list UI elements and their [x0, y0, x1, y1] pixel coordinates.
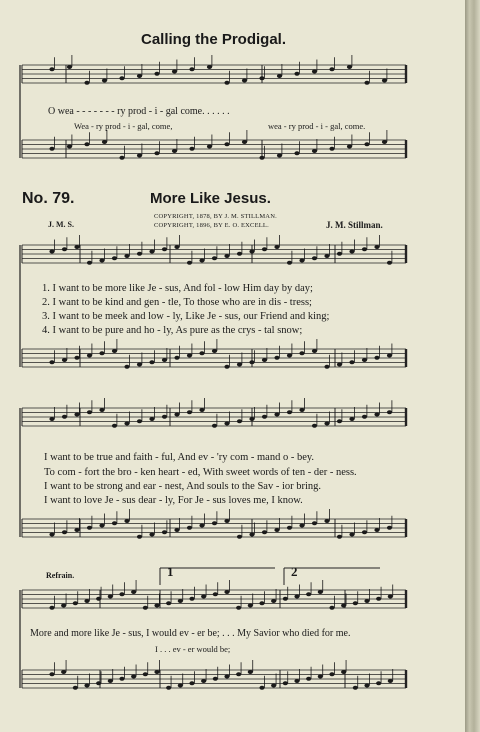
note-head	[337, 363, 342, 367]
note-head	[277, 154, 282, 158]
note-head	[189, 147, 194, 151]
note-head	[374, 356, 379, 360]
note-head	[277, 74, 282, 78]
note-head	[362, 358, 367, 362]
note-head	[137, 74, 142, 78]
note-head	[271, 599, 276, 603]
note-head	[376, 681, 381, 685]
note-head	[349, 360, 354, 364]
note-head	[248, 604, 253, 608]
note-head	[154, 670, 159, 674]
note-head	[119, 156, 124, 160]
note-head	[287, 410, 292, 414]
note-head	[87, 526, 92, 530]
note-head	[112, 349, 117, 353]
note-head	[324, 519, 329, 523]
note-head	[274, 528, 279, 532]
note-head	[73, 686, 78, 690]
note-head	[108, 679, 113, 683]
note-head	[61, 604, 66, 608]
note-head	[312, 349, 317, 353]
note-head	[62, 247, 67, 251]
note-head	[49, 533, 54, 537]
note-head	[99, 351, 104, 355]
note-head	[329, 147, 334, 151]
note-head	[294, 151, 299, 155]
note-head	[262, 358, 267, 362]
note-head	[318, 675, 323, 679]
note-head	[237, 535, 242, 539]
note-head	[149, 533, 154, 537]
note-head	[149, 360, 154, 364]
note-head	[283, 597, 288, 601]
note-head	[212, 349, 217, 353]
note-head	[362, 247, 367, 251]
note-head	[74, 528, 79, 532]
note-head	[212, 521, 217, 525]
song2-title: More Like Jesus.	[150, 190, 271, 207]
note-head	[382, 79, 387, 83]
note-head	[154, 151, 159, 155]
note-head	[189, 67, 194, 71]
note-head	[149, 417, 154, 421]
note-head	[353, 601, 358, 605]
verse-4a: 4. I want to be pure and ho - ly, As pure as the crys - tal snow;	[42, 325, 303, 336]
note-head	[201, 679, 206, 683]
note-head	[387, 410, 392, 414]
note-head	[99, 259, 104, 263]
note-head	[112, 256, 117, 260]
note-head	[236, 606, 241, 610]
note-head	[347, 65, 352, 69]
note-head	[324, 422, 329, 426]
note-head	[237, 252, 242, 256]
note-head	[337, 419, 342, 423]
note-head	[274, 413, 279, 417]
note-head	[143, 606, 148, 610]
note-head	[224, 254, 229, 258]
song1-lyric-echo-left: Wea - ry prod - i - gal, come,	[74, 121, 173, 131]
note-head	[174, 413, 179, 417]
note-head	[112, 424, 117, 428]
note-head	[62, 530, 67, 534]
note-head	[49, 606, 54, 610]
note-head	[237, 363, 242, 367]
verse-3a: 3. I want to be meek and low - ly, Like Je - sus, our Friend and king;	[42, 311, 330, 322]
note-head	[374, 245, 379, 249]
note-head	[119, 592, 124, 596]
copyright-2: COPYRIGHT, 1896, BY E. O. EXCELL.	[154, 222, 269, 229]
note-head	[312, 256, 317, 260]
note-head	[249, 417, 254, 421]
note-head	[119, 76, 124, 80]
note-head	[137, 252, 142, 256]
song1-lyric-echo-right: wea - ry prod - i - gal, come.	[268, 121, 366, 131]
note-head	[349, 417, 354, 421]
note-head	[353, 686, 358, 690]
note-head	[299, 351, 304, 355]
note-head	[248, 670, 253, 674]
note-head	[162, 247, 167, 251]
ending-2-label: 2	[291, 564, 298, 579]
note-head	[49, 672, 54, 676]
note-head	[154, 72, 159, 76]
note-head	[249, 250, 254, 254]
note-head	[154, 604, 159, 608]
note-head	[49, 147, 54, 151]
note-head	[172, 70, 177, 74]
note-head	[362, 415, 367, 419]
note-head	[108, 595, 113, 599]
note-head	[99, 524, 104, 528]
note-head	[224, 422, 229, 426]
note-head	[62, 415, 67, 419]
note-head	[299, 524, 304, 528]
note-head	[324, 365, 329, 369]
note-head	[102, 140, 107, 144]
refrain-label: Refrain.	[46, 571, 75, 580]
note-head	[131, 590, 136, 594]
note-head	[99, 408, 104, 412]
verse-2a: 2. I want to be kind and gen - tle, To those who are in dis - tress;	[42, 297, 312, 308]
note-head	[212, 256, 217, 260]
note-head	[124, 422, 129, 426]
note-head	[249, 533, 254, 537]
note-head	[137, 154, 142, 158]
note-head	[242, 140, 247, 144]
note-head	[199, 351, 204, 355]
note-head	[189, 597, 194, 601]
note-head	[312, 424, 317, 428]
note-head	[178, 599, 183, 603]
ending-1-label: 1	[167, 564, 174, 579]
verse-1b: I want to be true and faith - ful, And ev - 'ry com - mand o - bey.	[44, 452, 315, 463]
note-head	[329, 606, 334, 610]
note-head	[299, 408, 304, 412]
note-head	[224, 81, 229, 85]
note-head	[224, 519, 229, 523]
note-head	[259, 76, 264, 80]
note-head	[259, 686, 264, 690]
note-head	[96, 681, 101, 685]
note-head	[349, 250, 354, 254]
note-head	[137, 535, 142, 539]
refrain-echo: I . . . ev - er would be;	[155, 644, 231, 654]
note-head	[87, 410, 92, 414]
note-head	[274, 245, 279, 249]
note-head	[131, 675, 136, 679]
note-head	[236, 672, 241, 676]
note-head	[259, 156, 264, 160]
note-head	[306, 592, 311, 596]
note-head	[213, 677, 218, 681]
composer: J. M. Stillman.	[326, 220, 383, 230]
note-head	[187, 410, 192, 414]
note-head	[262, 247, 267, 251]
note-head	[178, 684, 183, 688]
note-head	[341, 670, 346, 674]
note-head	[312, 149, 317, 153]
note-head	[242, 79, 247, 83]
note-head	[61, 670, 66, 674]
note-head	[124, 519, 129, 523]
note-head	[73, 601, 78, 605]
note-head	[364, 81, 369, 85]
note-head	[294, 72, 299, 76]
note-head	[294, 595, 299, 599]
note-head	[62, 358, 67, 362]
note-head	[187, 261, 192, 265]
note-head	[287, 526, 292, 530]
note-head	[137, 363, 142, 367]
note-head	[364, 684, 369, 688]
note-head	[137, 419, 142, 423]
note-head	[374, 528, 379, 532]
copyright-1: COPYRIGHT, 1878, BY J. M. STILLMAN.	[154, 213, 277, 220]
note-head	[87, 261, 92, 265]
refrain-line: More and more like Je - sus, I would ev - er be; . . . My Savior who died for me.	[30, 628, 351, 639]
note-head	[67, 65, 72, 69]
note-head	[271, 684, 276, 688]
note-head	[249, 360, 254, 364]
note-head	[124, 254, 129, 258]
note-head	[382, 140, 387, 144]
note-head	[387, 526, 392, 530]
note-head	[87, 354, 92, 358]
note-head	[166, 686, 171, 690]
note-head	[224, 590, 229, 594]
song1-title: Calling the Prodigal.	[141, 31, 287, 48]
note-head	[387, 354, 392, 358]
verse-4b: I want to love Je - sus dear - ly, For Je - sus loves me, I know.	[44, 495, 303, 506]
note-head	[162, 530, 167, 534]
note-head	[347, 145, 352, 149]
note-head	[84, 142, 89, 146]
note-head	[199, 259, 204, 263]
note-head	[143, 672, 148, 676]
note-head	[312, 70, 317, 74]
note-head	[299, 259, 304, 263]
note-head	[224, 365, 229, 369]
note-head	[262, 530, 267, 534]
note-head	[74, 245, 79, 249]
song-number: No. 79.	[22, 190, 75, 207]
note-head	[102, 79, 107, 83]
note-head	[74, 356, 79, 360]
note-head	[162, 415, 167, 419]
note-head	[172, 149, 177, 153]
note-head	[199, 408, 204, 412]
note-head	[374, 413, 379, 417]
note-head	[162, 358, 167, 362]
note-head	[329, 67, 334, 71]
note-head	[112, 521, 117, 525]
verse-2b: To com - fort the bro - ken heart - ed, With sweet words of ten - der - ness.	[44, 467, 357, 478]
note-head	[96, 597, 101, 601]
note-head	[259, 601, 264, 605]
note-head	[329, 672, 334, 676]
note-head	[337, 535, 342, 539]
note-head	[376, 597, 381, 601]
note-head	[312, 521, 317, 525]
note-head	[149, 250, 154, 254]
note-head	[49, 67, 54, 71]
note-head	[364, 142, 369, 146]
note-head	[187, 526, 192, 530]
note-head	[174, 528, 179, 532]
note-head	[388, 595, 393, 599]
note-head	[262, 415, 267, 419]
note-head	[207, 145, 212, 149]
note-head	[287, 354, 292, 358]
note-head	[207, 65, 212, 69]
note-head	[341, 604, 346, 608]
note-head	[306, 677, 311, 681]
note-head	[119, 677, 124, 681]
note-head	[224, 675, 229, 679]
note-head	[124, 365, 129, 369]
note-head	[74, 413, 79, 417]
note-head	[212, 424, 217, 428]
note-head	[174, 356, 179, 360]
note-head	[364, 599, 369, 603]
note-head	[224, 142, 229, 146]
note-head	[388, 679, 393, 683]
note-head	[213, 592, 218, 596]
note-head	[349, 533, 354, 537]
note-head	[49, 360, 54, 364]
note-head	[166, 601, 171, 605]
note-head	[337, 252, 342, 256]
note-head	[283, 681, 288, 685]
note-head	[362, 530, 367, 534]
note-head	[318, 590, 323, 594]
note-head	[49, 417, 54, 421]
lyricist: J. M. S.	[48, 220, 74, 229]
note-head	[84, 599, 89, 603]
verse-3b: I want to be strong and ear - nest, And souls to the Sav - ior bring.	[44, 481, 322, 492]
note-head	[49, 250, 54, 254]
note-head	[84, 684, 89, 688]
note-head	[199, 524, 204, 528]
note-head	[387, 261, 392, 265]
note-head	[174, 245, 179, 249]
note-head	[287, 261, 292, 265]
note-head	[324, 254, 329, 258]
note-head	[237, 419, 242, 423]
note-head	[294, 679, 299, 683]
note-head	[67, 145, 72, 149]
verse-1a: 1. I want to be more like Je - sus, And fol - low Him day by day;	[42, 283, 313, 294]
note-head	[84, 81, 89, 85]
song1-lyric-main: O wea - - - - - - - ry prod - i - gal come. . . . . .	[48, 106, 230, 117]
note-head	[201, 595, 206, 599]
note-head	[189, 681, 194, 685]
note-head	[187, 354, 192, 358]
note-head	[274, 356, 279, 360]
